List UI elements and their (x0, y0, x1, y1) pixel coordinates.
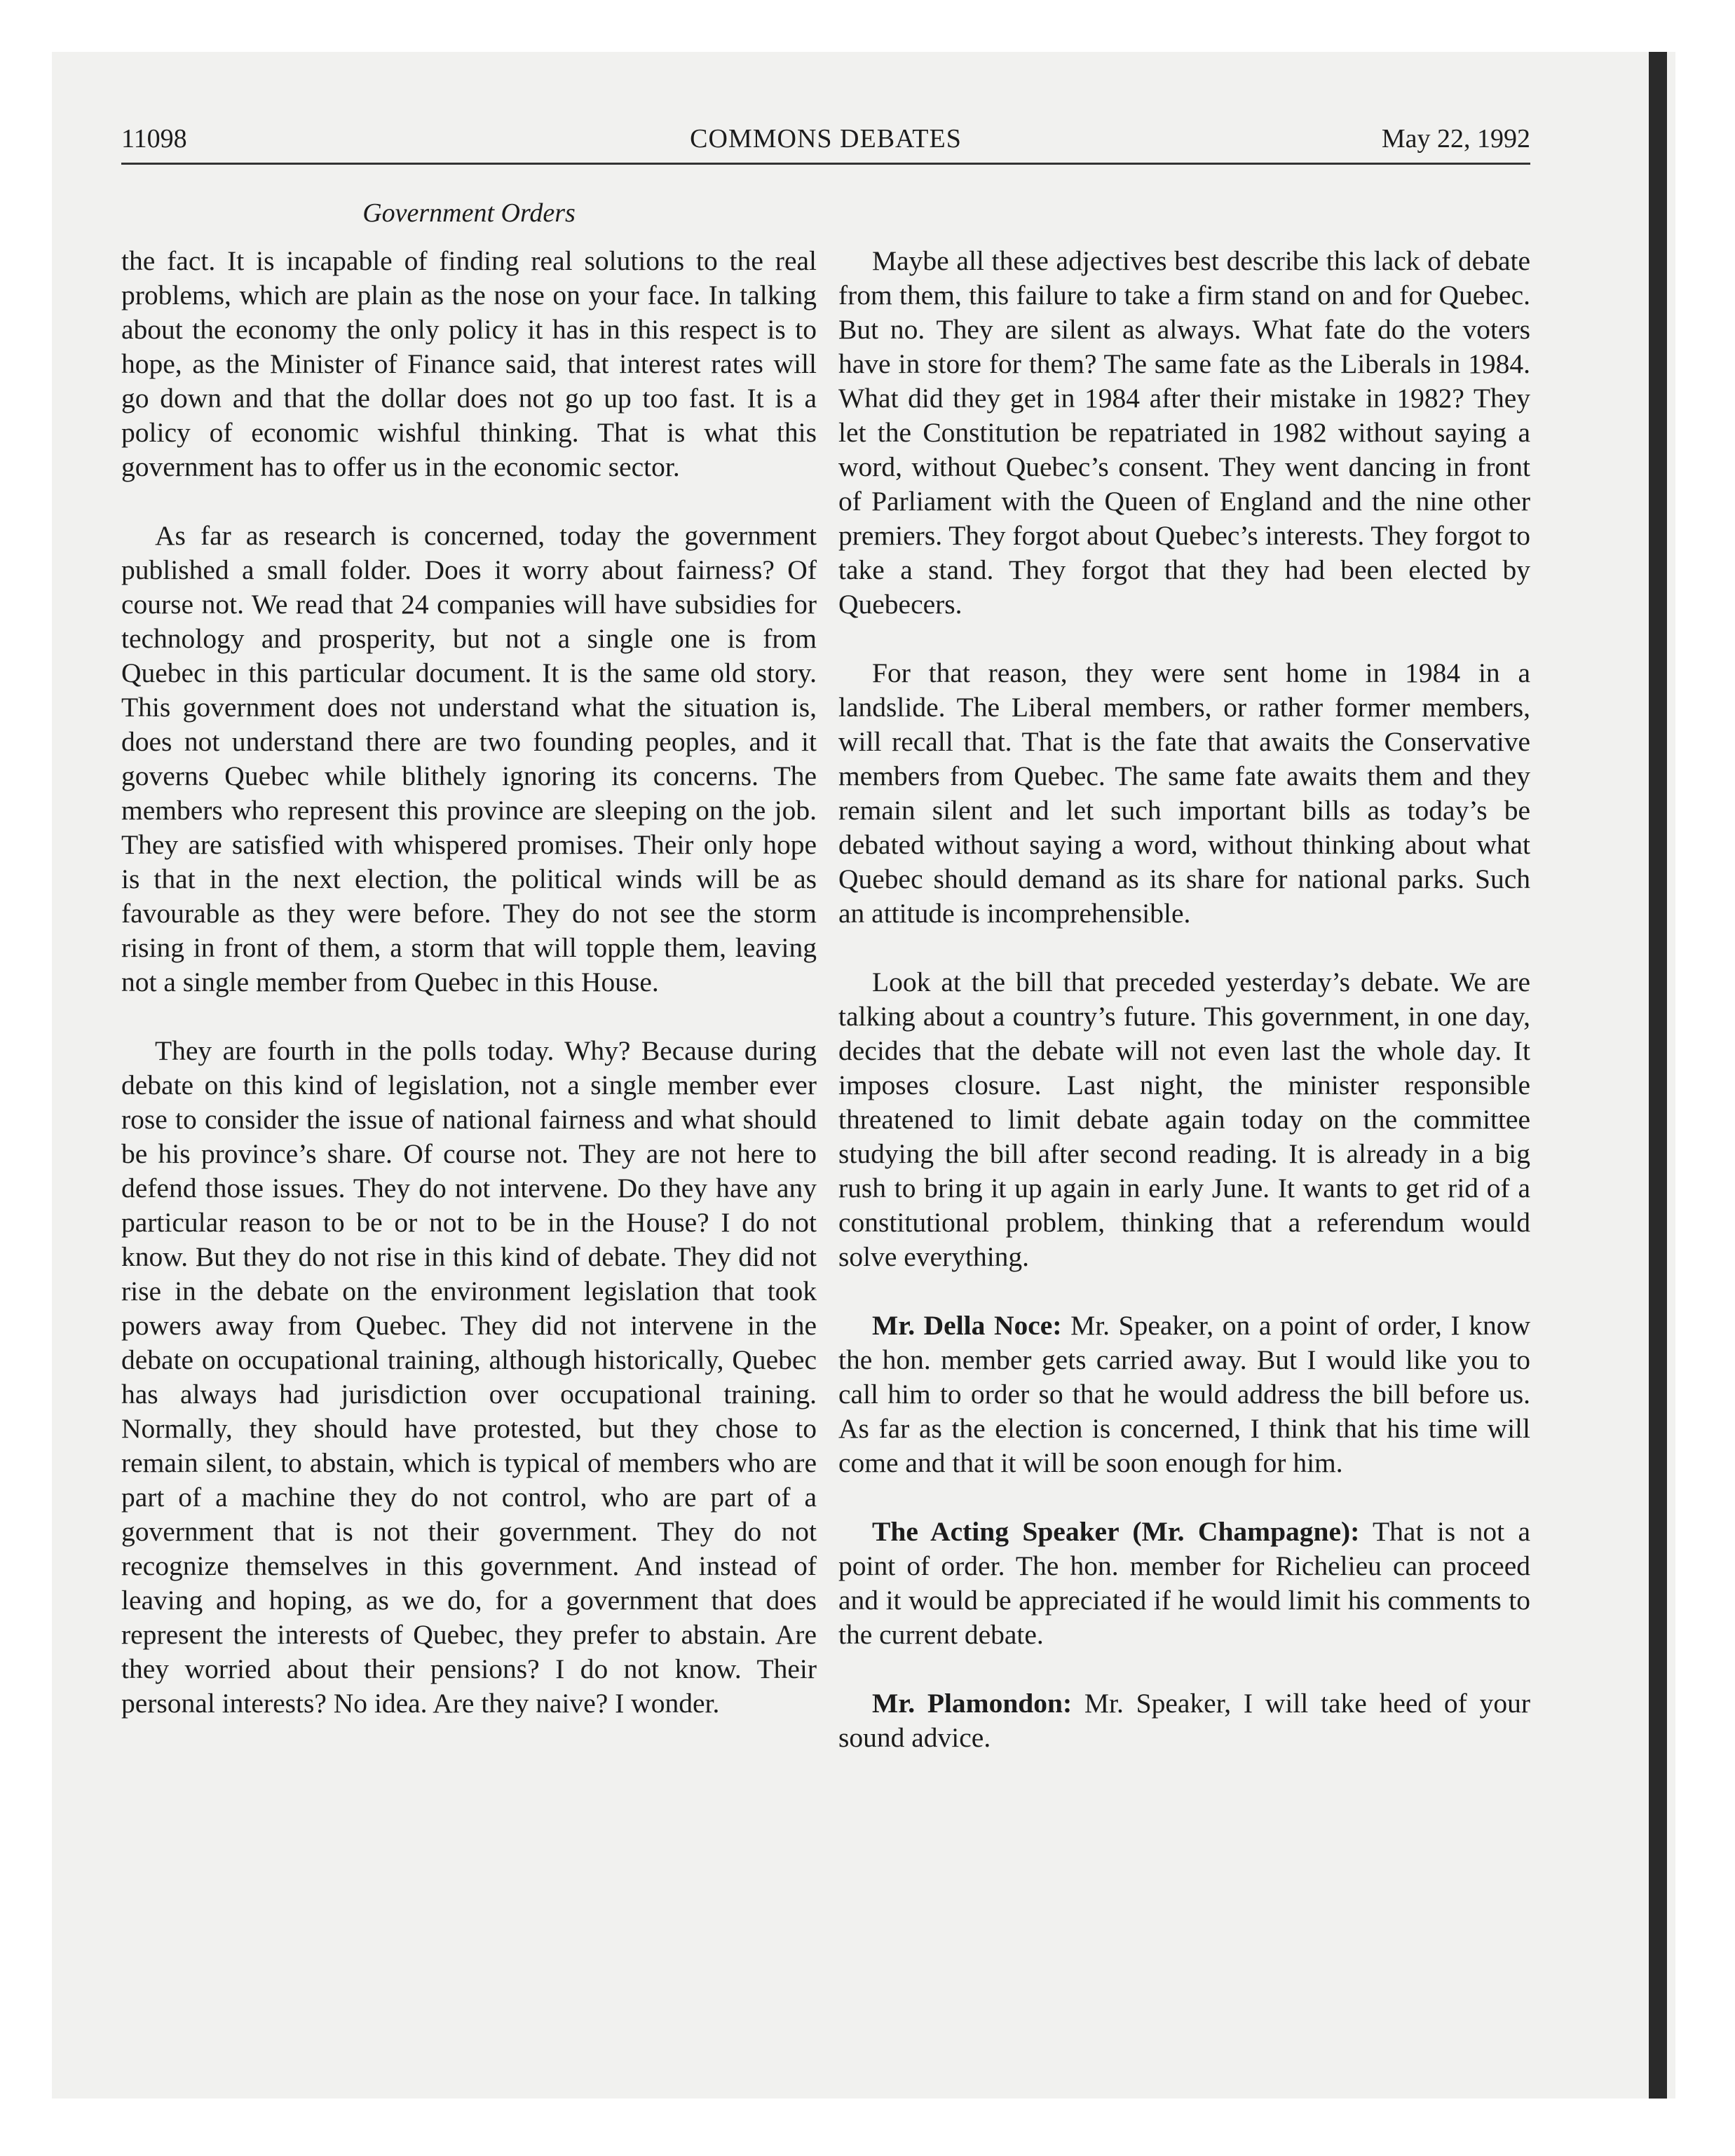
right-column (838, 244, 1530, 1789)
speaker-name: Mr. Plamondon: (872, 1688, 1073, 1719)
section-label: Government Orders (362, 198, 576, 228)
publication-title: COMMONS DEBATES (690, 124, 962, 153)
speech-della-noce (838, 1309, 1530, 1480)
speech-text: Mr. Speaker, I will take heed of your sound advice. (838, 1688, 1530, 1753)
speaker-name: The Acting Speaker (Mr. Champagne): (872, 1516, 1360, 1547)
speaker-name: Mr. Della Noce: (872, 1310, 1062, 1341)
speech-plamondon (838, 1686, 1530, 1755)
publication-date: May 22, 1992 (1381, 124, 1530, 153)
scan-edge-shadow (1649, 52, 1667, 2099)
paragraph: Look at the bill that preceded yesterday’s debate. We are talking about a country’s future. This government, in one day, decides that the debate will not even last the whole day. It imposes closure. Last night, the minister responsible threatened to limit debate again today on the committee studying the bill after second reading. It is already in a big rush to bring it up again in early June. It wants to get rid of a constitutional problem, thinking that a referendum would solve everything. (838, 967, 1530, 1272)
header-rule (121, 163, 1530, 165)
speech-text: That is not a point of order. The hon. member for Richelieu can proceed and it would be appreciated if he would limit his comments to the current debate. (838, 1516, 1530, 1650)
paragraph: the fact. It is incapable of finding real solutions to the real problems, which are plain as the nose on your face. In talking about the economy the only policy it has in this respect is to hope, as the Minister of Finance said, that interest rates will go down and that the dollar does not go up too fast. It is a policy of economic wishful thinking. That is what this government has to offer us in the economic sector. (121, 245, 817, 482)
speech-acting-speaker (838, 1515, 1530, 1652)
speech-text: Mr. Speaker, on a point of order, I know the hon. member gets carried away. But I would like you to call him to order so that he would address the bill before us. As far as the election is concerned, I think that his time will come and that it will be soon enough for him. (838, 1310, 1530, 1478)
page-header (121, 121, 1530, 163)
page-number: 11098 (121, 124, 187, 153)
left-column (121, 244, 817, 1755)
paragraph: They are fourth in the polls today. Why? Because during debate on this kind of legislation, not a single member ever rose to consider the issue of national fairness and what should be his province’s share. Of course not. They are not here to defend those issues. They do not intervene. Do they have any particular reason to be or not to be in the House? I do not know. But they do not rise in this kind of debate. They did not rise in the debate on the environment legislation that took powers away from Quebec. They did not intervene in the debate on occupational training, although historically, Quebec has always had jurisdiction over occupational training. Normally, they should have protested, but they chose to remain silent, to abstain, which is typical of members who are part of a machine they do not control, who are part of a government that is not their government. They do not recognize themselves in this government. And instead of leaving and hoping, as we do, for a government that does represent the interests of Quebec, they prefer to abstain. Are they worried about their pensions? I do not know. Their personal interests? No idea. Are they naive? I wonder. (121, 1035, 817, 1719)
paragraph: As far as research is concerned, today the government published a small folder. Does it worry about fairness? Of course not. We read that 24 companies will have subsidies for technology and prosperity, but not a single one is from Quebec in this particular document. It is the same old story. This government does not understand what the situation is, does not understand there are two founding peoples, and it governs Quebec while blithely ignoring its concerns. The members who represent this province are sleeping on the job. They are satisfied with whispered promises. Their only hope is that in the next election, the political winds will be as favourable as they were before. They do not see the storm rising in front of them, a storm that will topple them, leaving not a single member from Quebec in this House. (121, 520, 817, 997)
paragraph: Maybe all these adjectives best describe this lack of debate from them, this failure to take a firm stand on and for Quebec. But no. They are silent as always. What fate do the voters have in store for them? The same fate as the Liberals in 1984. What did they get in 1984 after their mistake in 1982? They let the Constitution be repatriated in 1982 without saying a word, without Quebec’s consent. They went dancing in front of Parliament with the Queen of England and the nine other premiers. They forgot about Quebec’s interests. They forgot to take a stand. They forgot that they had been elected by Quebecers. (838, 245, 1530, 620)
paragraph: For that reason, they were sent home in 1984 in a landslide. The Liberal members, or rather former members, will recall that. That is the fate that awaits the Conservative members from Quebec. The same fate awaits them and they remain silent and let such important bills as today’s be debated without saying a word, without thinking about what Quebec should demand as its share for national parks. Such an attitude is incomprehensible. (838, 657, 1530, 929)
